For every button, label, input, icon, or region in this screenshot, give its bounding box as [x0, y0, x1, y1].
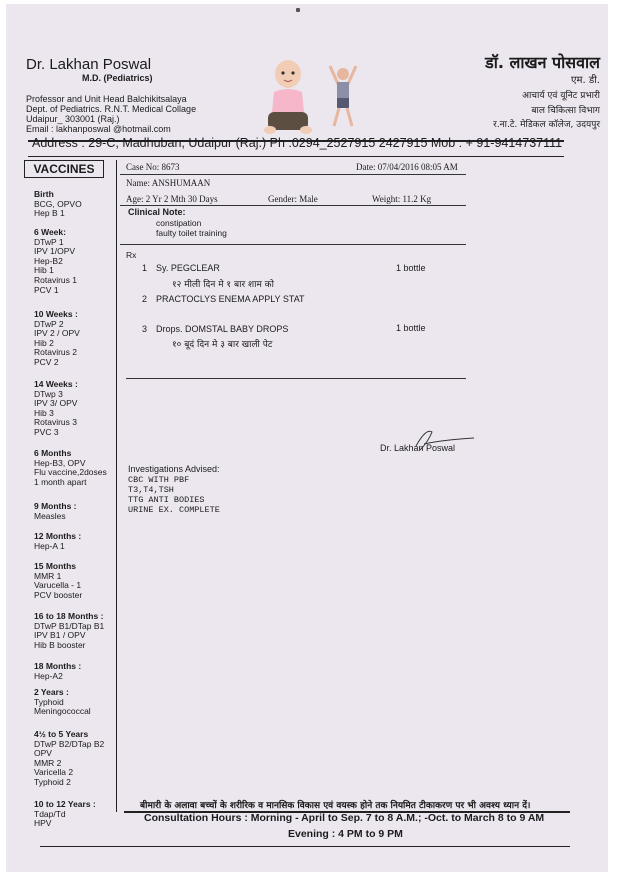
- vaccine-group-9-months: [34, 502, 77, 521]
- vaccine-item: MMR 2: [34, 757, 62, 768]
- doctor-name: Dr. Lakhan Poswal: [26, 56, 152, 73]
- vaccine-heading: 2 Years :: [34, 687, 69, 697]
- consultation-hours: Consultation Hours : Morning - April to Sep. 7 to 8 A.M.; -Oct. to March 8 to 9 AM: [144, 812, 545, 824]
- vaccine-item: BCG, OPVO: [34, 198, 82, 209]
- doctor-city: Udaipur_ 303001 (Raj.): [26, 114, 120, 124]
- investigation-item: T3,T4,TSH: [128, 485, 174, 495]
- vaccine-item: MMR 1: [34, 570, 62, 581]
- doctor-name-hindi: डॉ. लाखन पोसवाल: [485, 53, 600, 72]
- vaccine-group-15-months: [34, 562, 82, 600]
- vaccine-group-10-12-years: [34, 800, 96, 829]
- vaccine-item: DTwP 1: [34, 236, 64, 247]
- vaccine-item: PCV 1: [34, 284, 59, 295]
- vaccine-item: Measles: [34, 510, 66, 521]
- info-rule: [120, 174, 466, 175]
- footer-bottom-rule: [40, 846, 570, 847]
- vaccine-item: Varicella 2: [34, 767, 74, 778]
- vaccine-item: Rotavirus 1: [34, 274, 77, 285]
- vaccine-item: Rotavirus 3: [34, 417, 77, 428]
- rx-item-name: Sy. PEGCLEAR: [156, 263, 220, 273]
- investigation-item: CBC WITH PBF: [128, 475, 190, 485]
- vaccine-group-16-18-months: [34, 612, 104, 650]
- clinical-note-label: Clinical Note:: [128, 207, 186, 217]
- vaccine-item: Hep-B3, OPV: [34, 457, 86, 468]
- vaccine-item: Varucella - 1: [34, 580, 82, 591]
- rx-item-quantity: 1 bottle: [396, 323, 426, 333]
- vaccine-group-6-months: [34, 449, 107, 487]
- vaccine-heading: 14 Weeks :: [34, 379, 78, 389]
- vaccine-item: OPV: [34, 748, 52, 759]
- doctor-dept-hindi: बाल चिकित्सा विभाग: [531, 106, 600, 116]
- vaccine-heading: 9 Months :: [34, 501, 77, 511]
- vaccine-group-18-months: [34, 662, 81, 681]
- doctor-dept: Dept. of Pediatrics. R.N.T. Medical Collage: [26, 104, 197, 114]
- jumping-child-illustration: [326, 64, 360, 130]
- vaccine-item: IPV 3/ OPV: [34, 398, 78, 409]
- evening-hours: Evening : 4 PM to 9 PM: [288, 828, 403, 840]
- doctor-email: Email : lakhanposwal @hotmail.com: [26, 124, 171, 134]
- rx-item-number: 3: [142, 324, 148, 334]
- vaccine-item: Hib 1: [34, 265, 54, 276]
- vaccine-heading: 4½ to 5 Years: [34, 729, 89, 739]
- vaccine-item: PCV 2: [34, 356, 59, 367]
- investigations-label: Investigations Advised:: [128, 464, 220, 474]
- rx-item-number: 1: [142, 263, 148, 273]
- doctor-degree-hindi: एम. डी.: [571, 75, 600, 86]
- vaccine-item: DTwp 3: [34, 388, 63, 399]
- vaccine-heading: 18 Months :: [34, 661, 82, 671]
- patient-age: Age: 2 Yr 2 Mth 30 Days: [126, 194, 218, 204]
- vaccine-heading: 12 Months :: [34, 531, 82, 541]
- vaccine-item: Hep B 1: [34, 208, 65, 219]
- clinic-address: Address : 29-C, Madhuban, Udaipur (Raj.) Ph :0294_2527915 2427915 Mob : + 91-9414737111: [32, 136, 563, 150]
- rx-item-dosage: १० बूदं दिन मे ३ बार खाली पेट: [172, 340, 273, 350]
- vaccine-heading: Birth: [34, 189, 54, 199]
- vaccine-group-6-week: [34, 228, 77, 295]
- vaccine-item: Hep-B2: [34, 255, 63, 266]
- vaccine-heading: 10 Weeks :: [34, 309, 78, 319]
- vaccine-item: Hep-A2: [34, 670, 63, 681]
- rx-item-dosage: १२ मीली दिन मे १ बार शाम को: [172, 280, 274, 290]
- rx-label: Rx: [126, 250, 137, 260]
- vaccine-item: Rotavirus 2: [34, 347, 77, 358]
- baby-illustration: [262, 58, 314, 136]
- doctor-title-hindi: आचार्य एवं यूनिट प्रभारी: [522, 91, 600, 101]
- pin-mark: [296, 8, 300, 12]
- vaccine-item: PVC 3: [34, 426, 59, 437]
- vaccine-group-4-5-years: [34, 730, 104, 788]
- doctor-title: Professor and Unit Head Balchikitsalaya: [26, 94, 187, 104]
- vaccine-item: IPV 2 / OPV: [34, 328, 80, 339]
- vaccine-heading: 10 to 12 Years :: [34, 799, 96, 809]
- doctor-college-hindi: र.ना.टे. मेडिकल कॉलेज, उदयपुर: [493, 120, 600, 130]
- patient-name: Name: ANSHUMAAN: [126, 178, 211, 188]
- vaccine-item: DTwP B1/DTap B1: [34, 620, 105, 631]
- vaccine-heading: 6 Months: [34, 448, 72, 458]
- visit-date: Date: 07/04/2016 08:05 AM: [356, 162, 458, 172]
- vaccine-group-10-weeks: [34, 310, 80, 368]
- vaccine-item: IPV 1/OPV: [34, 246, 76, 257]
- vaccine-item: Meningococcal: [34, 706, 91, 717]
- vaccine-heading: 15 Months: [34, 561, 77, 571]
- vaccine-item: DTwP 2: [34, 318, 64, 329]
- vaccine-item: Hib 3: [34, 407, 54, 418]
- vaccine-item: Flu vaccine,2doses: [34, 467, 107, 478]
- vaccine-item: DTwP B2/DTap B2: [34, 738, 105, 749]
- investigation-item: URINE EX. COMPLETE: [128, 505, 220, 515]
- vaccine-item: Typhoid: [34, 696, 64, 707]
- vaccine-item: Tdap/Td: [34, 808, 66, 819]
- rx-rule: [126, 378, 466, 379]
- vaccine-group-2-years: [34, 688, 91, 717]
- info-rule: [120, 205, 466, 206]
- vaccine-item: Typhoid 2: [34, 776, 71, 787]
- vaccine-heading: 6 Week:: [34, 227, 66, 237]
- vaccine-group-birth: [34, 190, 82, 219]
- vaccine-item: Hep-A 1: [34, 540, 65, 551]
- vaccine-group-12-months: [34, 532, 81, 551]
- clinical-note: constipation: [156, 218, 202, 228]
- vaccine-item: Hib 2: [34, 337, 54, 348]
- clinical-note: faulty toilet training: [156, 228, 227, 238]
- rx-item-number: 2: [142, 294, 148, 304]
- doctor-degree: M.D. (Pediatrics): [82, 73, 153, 83]
- vaccine-heading: 16 to 18 Months :: [34, 611, 104, 621]
- patient-gender: Gender: Male: [268, 194, 318, 204]
- vaccine-item: 1 month apart: [34, 476, 87, 487]
- sidebar-divider: [116, 160, 117, 812]
- patient-weight: Weight: 11.2 Kg: [372, 194, 432, 204]
- vaccine-item: Hib B booster: [34, 639, 86, 650]
- vaccine-item: IPV B1 / OPV: [34, 630, 86, 641]
- footer-advice-hindi: बीमारी के अलावा बच्चों के शरीरिक व मानसिक विकास एवं वयस्क होने तक नियमित टीकाकरण पर भी अवश्य ध्यान दें।: [140, 801, 531, 811]
- investigation-item: TTG ANTI BODIES: [128, 495, 205, 505]
- vaccine-item: PCV booster: [34, 589, 83, 600]
- vaccine-group-14-weeks: [34, 380, 78, 438]
- vaccines-title: VACCINES: [24, 160, 104, 178]
- signature-name: Dr. Lakhan Poswal: [380, 443, 456, 453]
- rx-item-name: PRACTOCLYS ENEMA APPLY STAT: [156, 294, 305, 304]
- vaccine-item: HPV: [34, 818, 52, 829]
- address-rule: [28, 156, 564, 157]
- rx-item-quantity: 1 bottle: [396, 263, 426, 273]
- clinical-rule: [120, 244, 466, 245]
- rx-item-name: Drops. DOMSTAL BABY DROPS: [156, 324, 289, 334]
- case-number: Case No: 8673: [126, 162, 180, 172]
